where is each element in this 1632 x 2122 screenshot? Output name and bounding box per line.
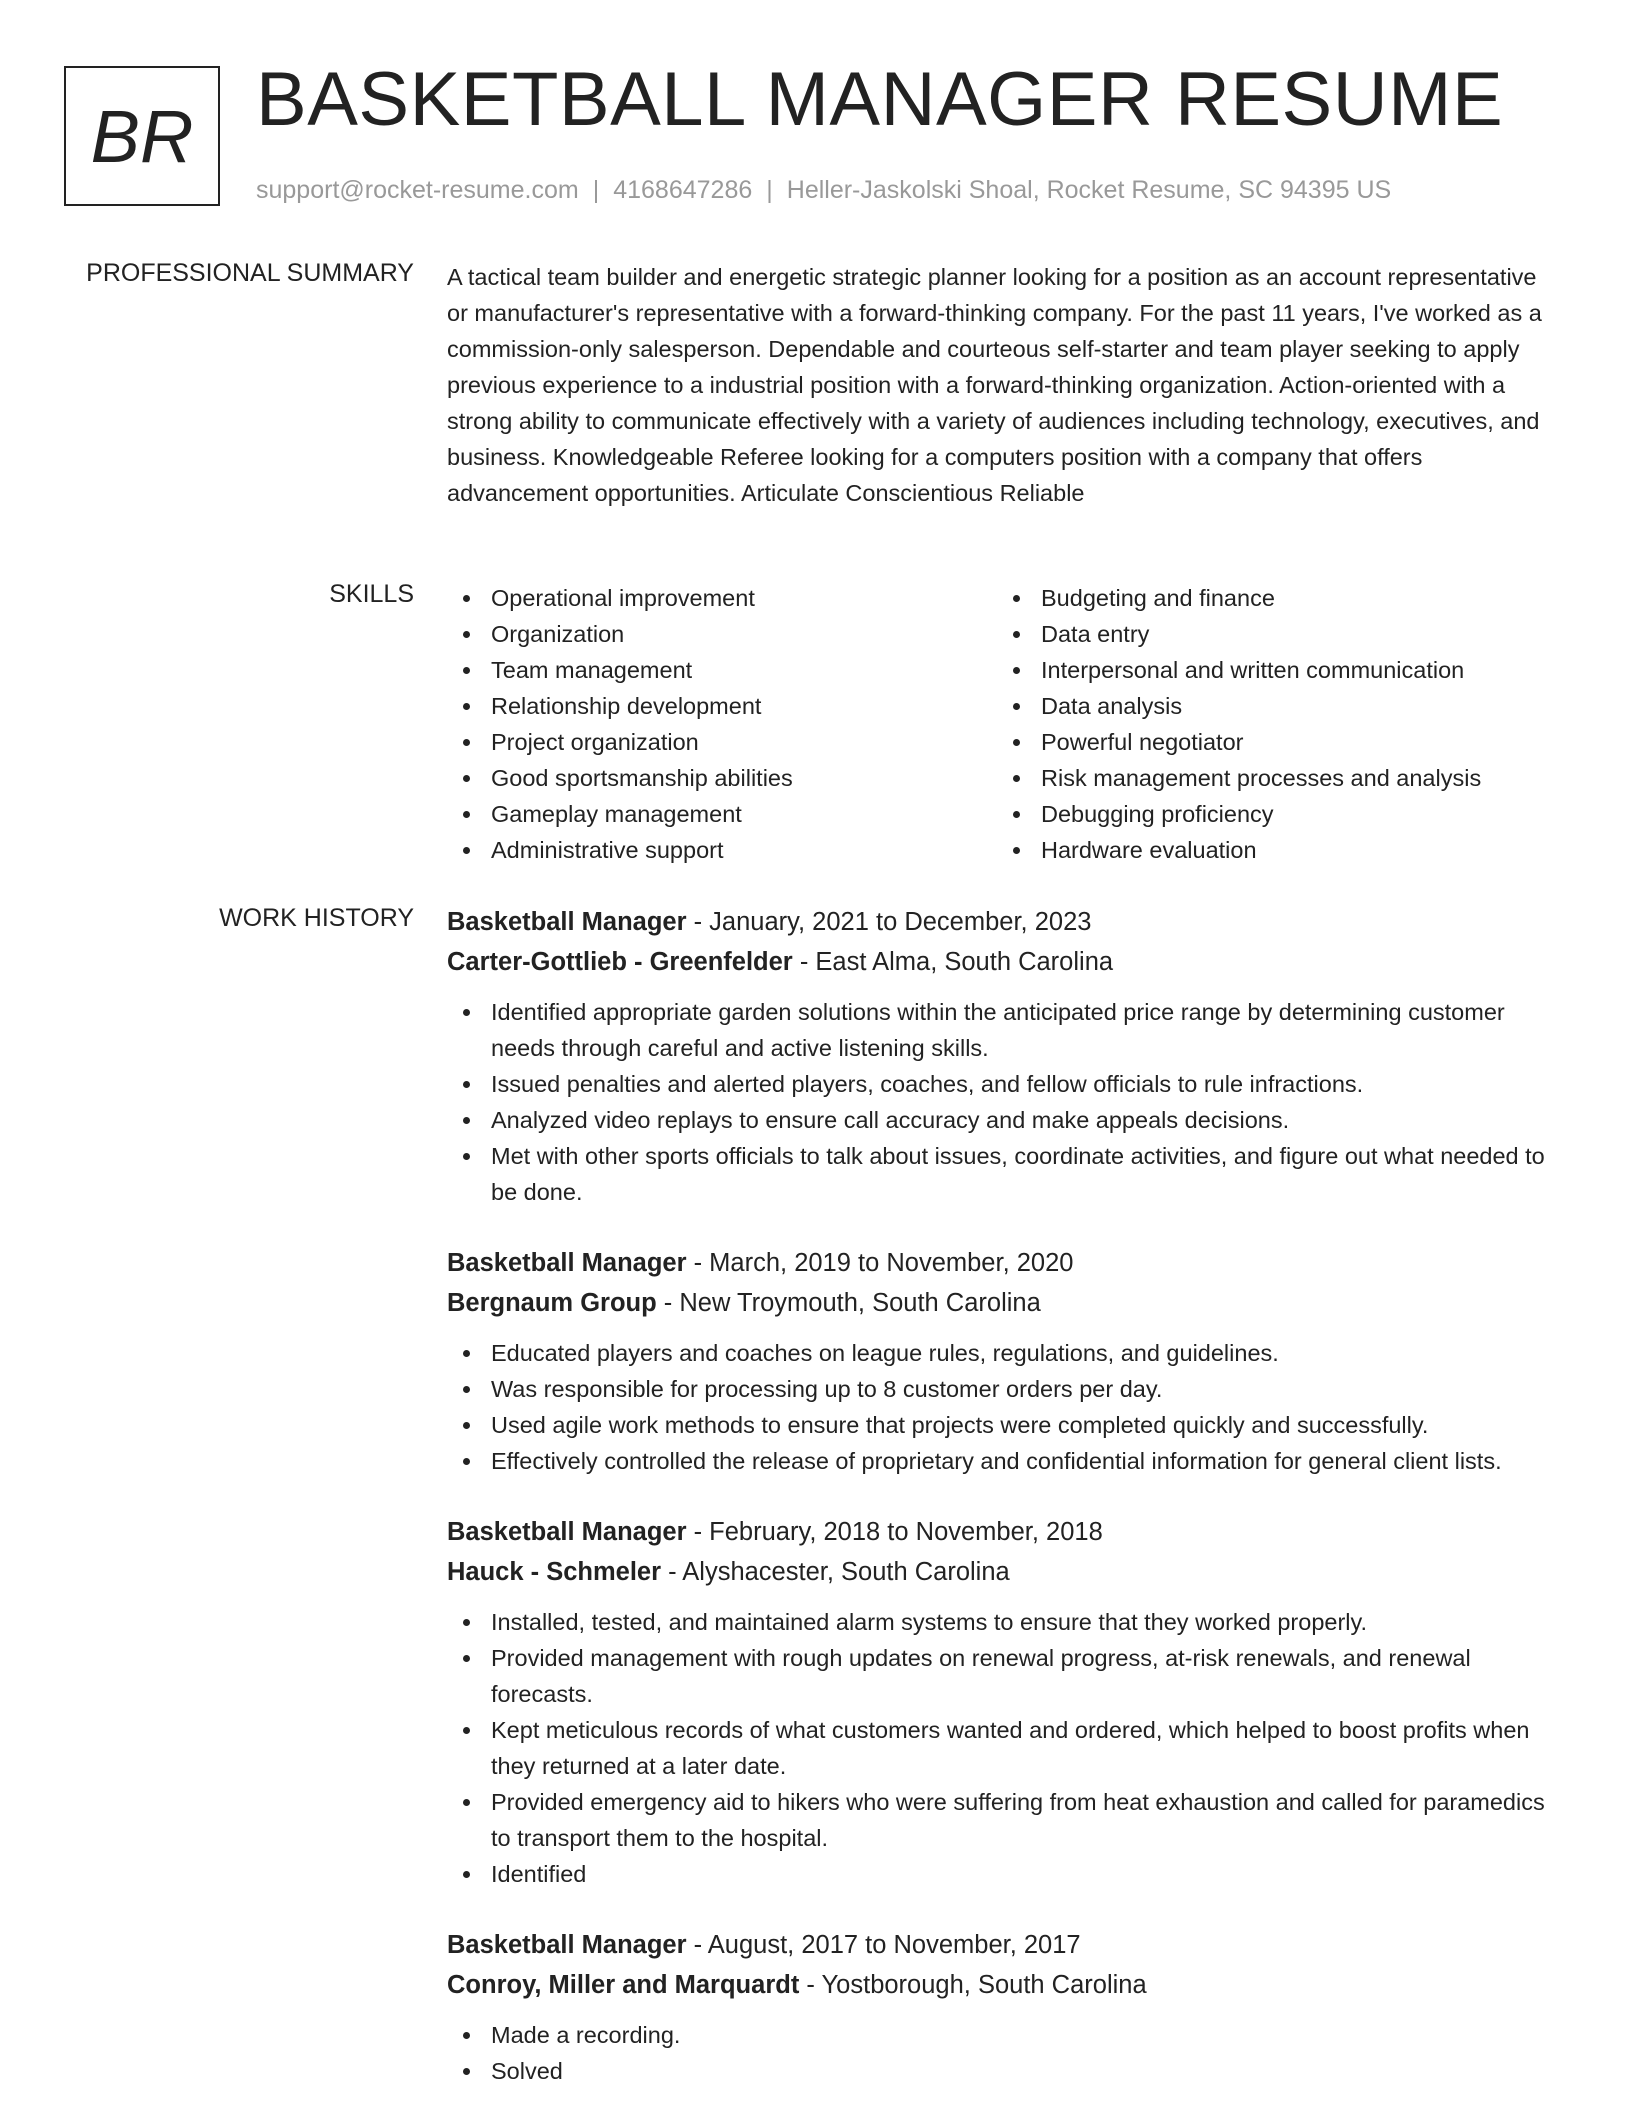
job-entry	[447, 1243, 1562, 1479]
summary-text: A tactical team builder and energetic strategic planner looking for a position as an account representative or manufacturer's representative with a forward-thinking company. For the past 11 years, I've worked as a commission-only salesperson. Dependable and courteous self-starter and team player seeking to apply previous experience to a industrial position with a forward-thinking organization. Action-oriented with a strong ability to communicate effectively with a variety of audiences including technology, executives, and business. Knowledgeable Referee looking for a computers position with a company that offers advancement opportunities. Articulate Conscientious Reliable	[447, 264, 1542, 506]
contact-separator: |	[766, 176, 773, 204]
skill-item: Good sportsmanship abilities	[447, 760, 997, 796]
job-bullet: Made a recording.	[447, 2017, 1562, 2053]
job-title: Basketball Manager	[447, 908, 687, 936]
job-bullet: Educated players and coaches on league rules, regulations, and guidelines.	[447, 1335, 1562, 1371]
job-bullets	[447, 2017, 1562, 2089]
job-dates: - February, 2018 to November, 2018	[686, 1518, 1103, 1546]
job-dates: - March, 2019 to November, 2020	[686, 1249, 1074, 1277]
job-company: Bergnaum Group	[447, 1289, 657, 1317]
job-title: Basketball Manager	[447, 1249, 687, 1277]
job-bullet: Provided management with rough updates on renewal progress, at-risk renewals, and renewal forecasts.	[447, 1640, 1562, 1712]
skill-item: Interpersonal and written communication	[997, 652, 1547, 688]
skill-item: Relationship development	[447, 688, 997, 724]
job-bullet: Kept meticulous records of what customers wanted and ordered, which helped to boost profits when they returned at a later date.	[447, 1712, 1562, 1784]
skill-item: Project organization	[447, 724, 997, 760]
job-bullets	[447, 994, 1562, 1210]
summary-body	[447, 259, 1562, 511]
job-entry	[447, 1512, 1562, 1892]
skill-item: Organization	[447, 616, 997, 652]
job-bullet: Identified appropriate garden solutions within the anticipated price range by determining customer needs through careful and active listening skills.	[447, 994, 1562, 1066]
job-company: Conroy, Miller and Marquardt	[447, 1971, 800, 1999]
skill-item: Gameplay management	[447, 796, 997, 832]
job-company: Carter-Gottlieb - Greenfelder	[447, 948, 793, 976]
job-company: Hauck - Schmeler	[447, 1558, 662, 1586]
skill-item: Administrative support	[447, 832, 997, 868]
job-bullet: Identified	[447, 1856, 1562, 1892]
job-title: Basketball Manager	[447, 1518, 687, 1546]
skills-list-right	[997, 580, 1547, 868]
skill-item: Debugging proficiency	[997, 796, 1547, 832]
section-title-summary: PROFESSIONAL SUMMARY	[86, 259, 414, 287]
job-bullet: Issued penalties and alerted players, coaches, and fellow officials to rule infractions.	[447, 1066, 1562, 1102]
job-dates: - August, 2017 to November, 2017	[686, 1931, 1081, 1959]
skill-item: Hardware evaluation	[997, 832, 1547, 868]
skill-item: Risk management processes and analysis	[997, 760, 1547, 796]
contact-address: Heller-Jaskolski Shoal, Rocket Resume, SC 94395 US	[786, 176, 1392, 204]
job-location: - East Alma, South Carolina	[792, 948, 1114, 976]
job-bullet: Installed, tested, and maintained alarm systems to ensure that they worked properly.	[447, 1604, 1562, 1640]
job-title: Basketball Manager	[447, 1931, 687, 1959]
resume-title: BASKETBALL MANAGER RESUME	[256, 57, 1504, 142]
job-location: - New Troymouth, South Carolina	[656, 1289, 1041, 1317]
skill-item: Budgeting and finance	[997, 580, 1547, 616]
job-location: - Yostborough, South Carolina	[799, 1971, 1147, 1999]
job-bullet: Provided emergency aid to hikers who were suffering from heat exhaustion and called for paramedics to transport them to the hospital.	[447, 1784, 1562, 1856]
job-dates: - January, 2021 to December, 2023	[686, 908, 1092, 936]
job-bullet: Effectively controlled the release of proprietary and confidential information for general client lists.	[447, 1443, 1562, 1479]
contact-phone: 4168647286	[613, 176, 753, 204]
skill-item: Operational improvement	[447, 580, 997, 616]
section-title-work: WORK HISTORY	[219, 904, 414, 932]
skill-item: Data analysis	[997, 688, 1547, 724]
monogram-logo: BR	[64, 66, 220, 206]
job-bullet: Used agile work methods to ensure that projects were completed quickly and successfully.	[447, 1407, 1562, 1443]
work-body	[447, 902, 1562, 2122]
skills-list-left	[447, 580, 997, 868]
skill-item: Data entry	[997, 616, 1547, 652]
contact-separator: |	[592, 176, 600, 204]
skill-item: Powerful negotiator	[997, 724, 1547, 760]
job-bullet: Solved	[447, 2053, 1562, 2089]
skills-body	[447, 580, 1562, 868]
job-bullet: Met with other sports officials to talk about issues, coordinate activities, and figure out what needed to be done.	[447, 1138, 1562, 1210]
skill-item: Team management	[447, 652, 997, 688]
job-bullets	[447, 1335, 1562, 1479]
job-bullets	[447, 1604, 1562, 1892]
job-bullet: Was responsible for processing up to 8 customer orders per day.	[447, 1371, 1562, 1407]
job-bullet: Analyzed video replays to ensure call accuracy and make appeals decisions.	[447, 1102, 1562, 1138]
contact-line	[256, 176, 1391, 205]
contact-email: support@rocket-resume.com	[256, 176, 579, 204]
job-entry	[447, 902, 1562, 1210]
job-location: - Alyshacester, South Carolina	[661, 1558, 1010, 1586]
job-entry	[447, 1925, 1562, 2089]
section-title-skills: SKILLS	[329, 580, 414, 608]
